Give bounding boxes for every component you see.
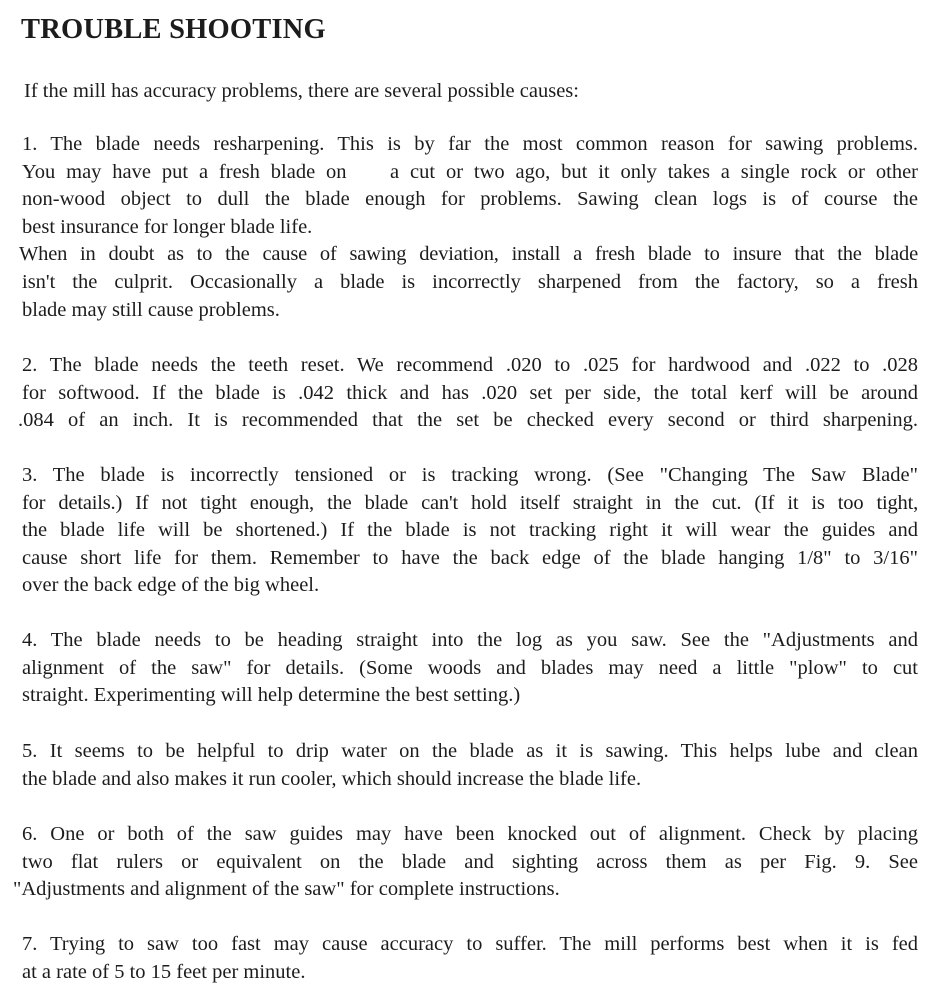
troubleshoot-item-2 [18,352,918,435]
item-3-line-4: cause short life for them. Remember to have the back edge of the blade hanging 1/8" to 3/16" [22,546,918,569]
item-6-line-3: "Adjustments and alignment of the saw" for complete instructions. [13,878,560,901]
item-2-line-1: 2. The blade needs the teeth reset. We recommend .020 to .025 for hardwood and .022 to .028 [22,354,918,376]
troubleshoot-item-4 [22,627,918,710]
item-3-line-5: over the back edge of the big wheel. [22,574,320,597]
troubleshoot-item-6 [13,821,918,904]
item-4-line-1: 4. The blade needs to be heading straight into the log as you saw. See the "Adjustments and [22,629,918,651]
item-1-line-3: non-wood object to dull the blade enough for problems. Sawing clean logs is of course the [22,188,918,211]
item-3-line-2: for details.) If not tight enough, the blade can't hold itself straight in the cut. (If it is too tight, [22,491,918,514]
item-1-line-5: When in doubt as to the cause of sawing deviation, install a fresh blade to insure that the blade [19,243,918,266]
item-4-line-3: straight. Experimenting will help determine the best setting.) [22,684,521,707]
item-6-line-2: two flat rulers or equivalent on the blade and sighting across them as per Fig. 9. See [22,850,918,873]
troubleshoot-item-5 [22,738,918,793]
item-1-line-1: 1. The blade needs resharpening. This is by far the most common reason for sawing problems. [22,133,918,155]
item-5-line-2: the blade and also makes it run cooler, which should increase the blade life. [22,767,642,790]
item-6-line-1: 6. One or both of the saw guides may have been knocked out of alignment. Check by placing [22,823,918,845]
item-1-line-4: best insurance for longer blade life. [22,215,313,238]
item-2-line-2: for softwood. If the blade is .042 thick and has .020 set per side, the total kerf will be around [22,381,918,404]
item-4-line-2: alignment of the saw" for details. (Some woods and blades may need a little "plow" to cut [22,656,918,679]
item-7-line-2: at a rate of 5 to 15 feet per minute. [22,960,306,983]
item-1-line-6: isn't the culprit. Occasionally a blade is incorrectly sharpened from the factory, so a fresh [22,270,918,293]
troubleshoot-item-1 [19,131,918,324]
item-1-line-7: blade may still cause problems. [22,298,280,321]
item-3-line-1: 3. The blade is incorrectly tensioned or is tracking wrong. (See "Changing The Saw Blade" [22,464,918,486]
item-5-line-1: 5. It seems to be helpful to drip water on the blade as it is sawing. This helps lube and clean [22,740,918,762]
item-3-line-3: the blade life will be shortened.) If the blade is not tracking right it will wear the guides and [22,519,918,542]
intro-text: If the mill has accuracy problems, there are several possible causes: [24,80,579,102]
item-2-line-3: .084 of an inch. It is recommended that the set be checked every second or third sharpening. [18,409,918,432]
troubleshoot-item-7 [22,931,918,986]
item-7-line-1: 7. Trying to saw too fast may cause accuracy to suffer. The mill performs best when it is fed [22,933,918,955]
troubleshoot-item-3 [22,462,918,600]
page-title: TROUBLE SHOOTING [21,14,326,45]
item-1-line-2: You may have put a fresh blade on a cut or two ago, but it only takes a single rock or other [22,160,918,183]
